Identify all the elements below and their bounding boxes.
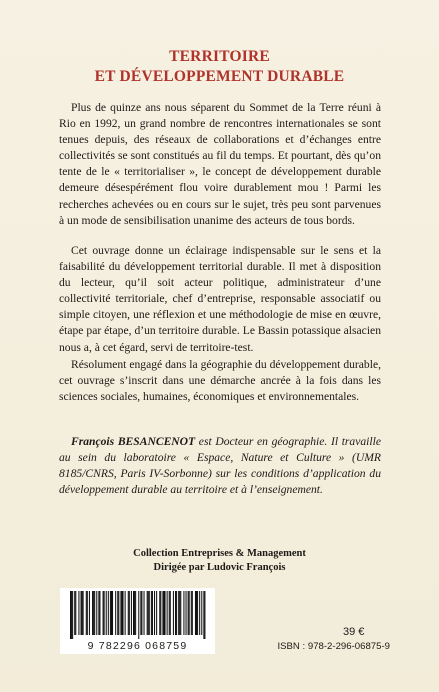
barcode-bar (186, 591, 187, 635)
barcode-bar (70, 591, 71, 639)
barcode-bar (156, 591, 157, 635)
barcode-bar (163, 591, 164, 635)
paragraph-text: Cet ouvrage donne un éclairage indispensable sur le sens et la faisabilité du développement territorial durable. Il met à disposition du lecteur, qu’il soit acteur politique, administrateur d’une collectivité territoriale, chef d’entreprise, responsable associatif ou simple citoyen, une réflexion et une méthodologie de mise en œuvre, étape par étape, d’un territoire durable. Le Bassin potassique alsacien nous a, à cet égard, servi de territoire-test. (59, 244, 381, 354)
barcode-bar (175, 591, 176, 635)
barcode-bar (94, 591, 95, 635)
paragraph-text: Plus de quinze ans nous séparent du Sommet de la Terre réuni à Rio en 1992, un grand nombre de rencontres internationales se sont tenues depuis, des réseaux de collaborations et d’échanges entre collectivités se sont constitués au fil du temps. Et pourtant, dès qu’on tente de le « territorialiser », le concept de développement durable demeure désespérément flou voire durablement mou ! Parmi les recherches achevées ou en cours sur le sujet, très peu sont parvenues à un mode de sensibilisation unanime des acteurs de tous bords. (59, 101, 381, 227)
barcode-bar (117, 591, 118, 635)
barcode-bar (99, 591, 100, 635)
summary-paragraph-1 (59, 100, 381, 229)
barcode-bar (199, 591, 200, 635)
barcode-bar (82, 591, 83, 635)
barcode-bar (201, 591, 202, 635)
barcode-bar (167, 591, 168, 635)
barcode-bar (162, 591, 163, 635)
barcode-bar (111, 591, 112, 635)
barcode-bar (106, 591, 107, 635)
barcode-bar (189, 591, 190, 635)
barcode-bar (134, 591, 135, 635)
barcode-bar (140, 591, 141, 635)
summary-paragraph-3 (59, 357, 381, 405)
barcode-bar (93, 591, 94, 635)
barcode-bar (108, 591, 109, 635)
summary-paragraph-2 (59, 243, 381, 356)
barcode-bar (89, 591, 90, 635)
title-line-1: TERRITOIRE (169, 48, 270, 65)
barcode-bar (183, 591, 184, 635)
barcode-bar (125, 591, 126, 635)
barcode-bar (160, 591, 161, 635)
barcode-bar (129, 591, 130, 635)
barcode-bar (170, 591, 171, 635)
barcode-digits: 9 782296 068759 (87, 640, 188, 652)
barcode-bar (180, 591, 181, 635)
barcode-bar (133, 591, 134, 635)
barcode-bar (120, 591, 121, 635)
author-bio-rest: est Docteur en géographie. Il travaille au sein du laboratoire « Espace, Nature et Culture » (UMR 8185/CNRS, Paris IV-Sorbonne) sur les conditions d’application du développement durable au territoire et à l’enseignement. (59, 435, 381, 497)
barcode-bar (204, 591, 205, 639)
barcode-bar (159, 591, 160, 635)
barcode-bar (75, 591, 76, 635)
paragraph-text: Résolument engagé dans la géographie du développement durable, cet ouvrage s’inscrit dans une démarche ancrée à la fois dans les sciences sociales, humaines, économiques et environnementales. (59, 358, 381, 404)
barcode-bar (203, 591, 204, 639)
barcode-bar (147, 591, 148, 635)
barcode-bar (121, 591, 122, 635)
barcode-bar (98, 591, 99, 635)
barcode-bar (195, 591, 196, 635)
barcode-bar (152, 591, 153, 635)
barcode-bar (178, 591, 179, 635)
barcode-bar (87, 591, 88, 635)
barcode-bar (115, 591, 116, 635)
barcode-bar (83, 591, 84, 635)
barcode-bar (118, 591, 119, 635)
collection-director: Dirigée par Ludovic François (153, 561, 286, 573)
barcode-bar (110, 591, 111, 635)
isbn: ISBN : 978-2-296-06875-9 (277, 641, 390, 652)
barcode-bar (92, 591, 93, 635)
author-name: François BESANCENOT (71, 435, 196, 448)
barcode-bar (81, 591, 82, 635)
author-bio (59, 434, 381, 498)
barcode-bar (71, 591, 72, 639)
barcode-bar (192, 591, 193, 635)
barcode-bar (169, 591, 170, 635)
barcode-bar (86, 591, 87, 635)
barcode-bar (197, 591, 198, 635)
barcode-bar (176, 591, 177, 635)
book-title (0, 47, 439, 87)
barcode-bar (128, 591, 129, 635)
barcode-bar (191, 591, 192, 635)
barcode-bars-icon (68, 591, 207, 639)
barcode-bar (144, 591, 145, 635)
barcode-bar (112, 591, 113, 635)
barcode-bar (135, 591, 136, 635)
barcode-bar (165, 591, 166, 635)
barcode-bar (104, 591, 105, 635)
barcode-bar (103, 591, 104, 635)
barcode-bar (123, 591, 124, 635)
barcode-bar (78, 591, 79, 635)
barcode-bar (151, 591, 152, 635)
barcode-bar (72, 591, 73, 639)
barcode-bar (154, 591, 155, 635)
barcode-bar (138, 591, 139, 639)
barcode-bar (141, 591, 142, 635)
barcode-bar (149, 591, 150, 635)
barcode-bar (74, 591, 75, 635)
author-bio-text (59, 434, 381, 498)
barcode-bar (173, 591, 174, 635)
barcode-bar (196, 591, 197, 635)
collection-info (0, 547, 439, 574)
barcode-bar (148, 591, 149, 635)
title-line-2: ET DÉVELOPPEMENT DURABLE (94, 68, 345, 85)
barcode-bar (96, 591, 97, 635)
barcode-bar (131, 591, 132, 635)
collection-name: Collection Entreprises & Management (133, 548, 306, 559)
barcode (60, 588, 215, 654)
barcode-bar (179, 591, 180, 635)
barcode-bar (188, 591, 189, 635)
price: 39 € (343, 626, 365, 638)
